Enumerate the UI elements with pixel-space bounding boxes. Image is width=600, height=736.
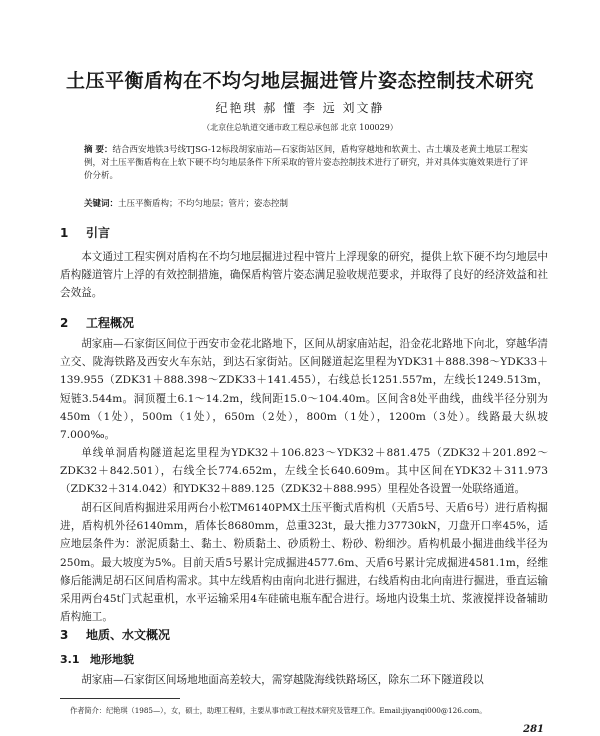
keywords-block [84, 198, 528, 211]
section-number: 1 [60, 226, 69, 240]
section-number: 3 [60, 628, 69, 642]
author-list: 纪艳琪 郝 懂 李 远 刘文静 [215, 101, 385, 115]
paragraph-terrain: 胡家庙—石家街区间场地地面高差较大，需穿越陇海线铁路场区，除东二环下隧道段以 [81, 674, 484, 686]
abstract-text: 结合西安地铁3号线TJSG-12标段胡家庙站—石家街站区间，盾构穿越地和软黄土、古土壤及老黄土地层工程实例，对土压平衡盾构在上软下硬不均匀地层条件下所采取的管片姿态控制技术进行了研究，并对具体实施效果进行了评价分析。 [84, 145, 528, 181]
keywords-text: 土压平衡盾构；不均匀地层；管片；姿态控制 [118, 199, 289, 209]
paper-title: 土压平衡盾构在不均匀地层掘进管片姿态控制技术研究 [65, 70, 534, 92]
paragraph-project-overview-1: 胡家庙—石家街区间位于西安市金花北路地下，区间从胡家庙站起，沿金花北路地下向北，穿越华清立交、陇海铁路及西安火车东站，到达石家街站。区间隧道起迄里程为YDK31＋888.398～YDK33＋139.955（ZDK31＋888.398～ZDK33＋141.455），右线总长1251.557m，左线长1249.513m，短链3.544m。洞顶覆土6.1～14.2m，线间距15.0～104.40m。区间含8处平曲线，曲线半径分别为450m（1处），500m（1处），650m（2处），800m（1处），1200m（3处）。线路最大纵坡7.000‰。 [60, 338, 548, 442]
author-affiliation: （北京住总轨道交通市政工程总承包部 北京 100029） [202, 123, 398, 132]
section-title: 工程概况 [86, 316, 135, 330]
section-title: 地质、水文概况 [86, 628, 171, 642]
author-footnote: 作者简介：纪艳琪（1985—），女，硕士，助理工程师，主要从事市政工程技术研究及管理工作。Email:jiyanqi000@126.com。 [70, 706, 487, 715]
abstract-block [84, 144, 528, 183]
footnote-divider [60, 698, 180, 699]
subsection-heading-3-1 [60, 651, 134, 667]
subsection-number: 3.1 [60, 653, 80, 666]
page-number: 281 [523, 724, 544, 735]
section-heading-3 [60, 626, 170, 643]
paragraph-intro: 本文通过工程实例对盾构在不均匀地层掘进过程中管片上浮现象的研究，提供上软下硬不均匀地层中盾构隧道管片上浮的有效控制措施，确保盾构管片姿态满足验收规范要求，并取得了良好的经济效益和社会效益。 [60, 251, 548, 300]
keywords-label: 关键词： [84, 199, 119, 209]
section-title: 引言 [86, 226, 111, 240]
subsection-title: 地形地貌 [90, 653, 134, 666]
abstract-label: 摘 要： [84, 145, 113, 155]
paragraph-project-overview-3: 胡石区间盾构掘进采用两台小松TM6140PMX土压平衡式盾构机（天盾5号、天盾6号）进行盾构掘进，盾构机外径6140mm，盾体长8680mm，总重323t，最大推力37730kN，刀盘开口率45%，适应地层条件为：淤泥质黏土、黏土、粉质黏土、砂质粉土、粉砂、粉细沙。盾构机最小掘进曲线半径为250m。最大坡度为5%。目前天盾5号累计完成掘进4577.6m、天盾6号累计完成掘进4581.1m，经维修后能满足胡石区间盾构需求。其中左线盾构由南向北进行掘进，右线盾构由北向南进行掘进，垂直运输采用两台45t门式起重机，水平运输采用4车硅硫电瓶车配合进行。场地内设集土坑、浆液搅拌设备辅助盾构施工。 [60, 502, 548, 624]
section-heading-1 [60, 224, 110, 241]
paragraph-project-overview-2: 单线单洞盾构隧道起迄里程为YDK32＋106.823～YDK32＋881.475（ZDK32＋201.892～ZDK32＋842.501），右线全长774.652m，左线全长640.609m。其中区间在YDK32＋311.973（ZDK32＋314.042）和YDK32＋889.125（ZDK32＋888.995）里程处各设置一处联络通道。 [60, 447, 548, 496]
section-number: 2 [60, 316, 69, 330]
section-heading-2 [60, 314, 134, 331]
